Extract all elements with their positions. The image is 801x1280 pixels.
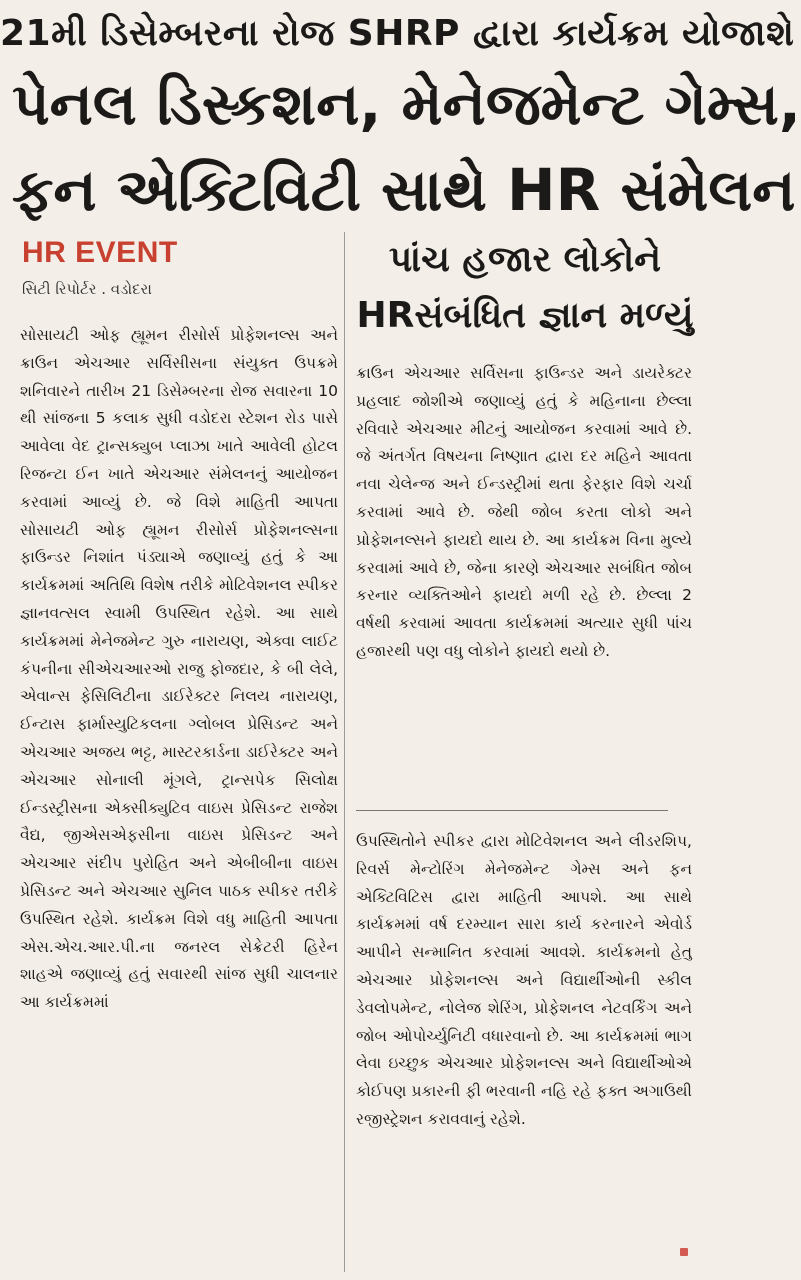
byline: સિટી રિપોર્ટર . વડોદરા — [22, 280, 152, 298]
column-divider — [344, 232, 345, 1272]
section-divider — [356, 810, 668, 811]
left-column-text: સોસાયટી ઓફ હ્યૂમન રીસોર્સ પ્રોફેશનલ્સ અને ક્રાઉન એચઆર સર્વિસીસના સંયુક્ત ઉપક્રમે શનિવારને તારીખ 21 ડિસેમ્બરના રોજ સવારના 10 થી સાંજના 5 કલાક સુધી વડોદરા સ્ટેશન રોડ પાસે આવેલા વેદ ટ્રાન્સક્યુબ પ્લાઝા ખાતે આવેલી હોટલ રિજન્ટા ઈન ખાતે એચઆર સંમેલનનું આયોજન કરવામાં આવ્યું છે. જે વિશે માહિતી આપતા સોસાયટી ઓફ હ્યૂમન રીસોર્સ પ્રોફેશનલ્સના ફાઉન્ડર નિશાંત પંડ્યાએ જણાવ્યું હતું કે આ કાર્યક્રમમાં અતિથિ વિશેષ તરીકે મોટિવેશનલ સ્પીકર જ્ઞાનવત્સલ સ્વામી ઉપસ્થિત રહેશે. આ સાથે કાર્યક્રમમાં મેનેજમેન્ટ ગુરુ નારાયણ, એક્વા લાઈટ કંપનીના સીએચઆરઓ રાજુ ફોજદાર, કે બી લેલે, એવાન્સ ફેસિલિટીના ડાઈરેક્ટર નિલય નારાયણ, ઈન્ટાસ ફાર્માસ્યુટિકલના ગ્લોબલ પ્રેસિડન્ટ અને એચઆર અજય ભટ્ટ, માસ્ટરકાર્ડના ડાઈરેક્ટર અને એચઆર સોનાલી મૂંગલે, ટ્રાન્સપેક સિલોક્ષ ઈન્ડસ્ટ્રીસના એક્સીક્યુટિવ વાઇસ પ્રેસિડન્ટ રાજેશ વૈદ્ય, જીએસએફસીના વાઇસ પ્રેસિડન્ટ અને એચઆર સંદીપ પુરોહિત અને એબીબીના વાઇસ પ્રેસિડન્ટ અને એચઆર સુનિલ પાઠક સ્પીકર તરીકે ઉપસ્થિત રહેશે. કાર્યક્રમ વિશે વધુ માહિતી આપતા એસ.એચ.આર.પી.ના જનરલ સેક્રેટરી હિરેન શાહએ જણાવ્યું હતું સવારથી સાંજ સુધી ચાલનાર આ કાર્યક્રમમાં — [20, 326, 338, 1012]
end-mark — [680, 1248, 688, 1256]
headline-line-2: ફન એક્ટિવિટી સાથે HR સંમેલન — [12, 156, 796, 224]
section-tag: HR EVENT — [22, 236, 178, 269]
headline-line-1: પેનલ ડિસ્કશન, મેનેજમેન્ટ ગેમ્સ, — [12, 70, 801, 138]
subhead-line-2: HRસંબંધિત જ્ઞાન મળ્યું — [356, 295, 694, 336]
subhead-line-1: પાંચ હજાર લોકોને — [388, 239, 662, 280]
right-column-top-text: ક્રાઉન એચઆર સર્વિસના ફાઉન્ડર અને ડાયરેક્ટર પ્રહલાદ જોશીએ જણાવ્યું હતું કે મહિનાના છેલ્લા રવિવારે એચઆર મીટનું આયોજન કરવામાં આવે છે. જે અંતર્ગત વિષયના નિષ્ણાત દ્વારા દર મહિને આવતા નવા ચેલેન્જ અને ઈન્ડસ્ટ્રીમાં થતા ફેરફાર વિશે ચર્ચા કરવામાં આવે છે. જેથી જોબ કરતા લોકો અને પ્રોફેશનલ્સને ફાયદો થાય છે. આ કાર્યક્રમ વિના મુલ્યે કરવામાં આવે છે, જેના કારણે એચઆર સબંધિત જોબ કરનાર વ્યક્તિઓને ફાયદો મળી રહે છે. છેલ્લા 2 વર્ષથી કરવામાં આવતા કાર્યક્રમમાં અત્યાર સુધી પાંચ હજારથી પણ વધુ લોકોને ફાયદો થયો છે. — [356, 364, 692, 660]
kicker-line: 21મી ડિસેમ્બરના રોજ SHRP દ્વારા કાર્યક્રમ યોજાશે — [0, 13, 795, 54]
right-column-bottom-text: ઉપસ્થિતોને સ્પીકર દ્વારા મોટિવેશનલ અને લીડરશિપ, રિવર્સ મેન્ટોરિંગ મેનેજમેન્ટ ગેમ્સ અને ફન એક્ટિવિટિસ દ્વારા માહિતી આપશે. આ સાથે કાર્યક્રમમાં વર્ષ દરમ્યાન સારા કાર્ય કરનારને એવોર્ડ આપીને સન્માનિત કરવામાં આવશે. કાર્યક્રમનો હેતુ એચઆર પ્રોફેશનલ્સ અને વિદ્યાર્થીઓની સ્કીલ ડેવલોપમેન્ટ, નોલેજ શેરિંગ, પ્રોફેશનલ નેટવર્કિંગ અને જોબ ઓપોર્ચ્યુનિટી વધારવાનો છે. આ કાર્યક્રમમાં ભાગ લેવા ઇચ્છુક એચઆર પ્રોફેશનલ્સ અને વિદ્યાર્થીઓએ કોઈપણ પ્રકારની ફી ભરવાની નહિ રહે ફક્ત અગાઉથી રજીસ્ટ્રેશન કરાવવાનું રહેશે. — [356, 832, 692, 1128]
